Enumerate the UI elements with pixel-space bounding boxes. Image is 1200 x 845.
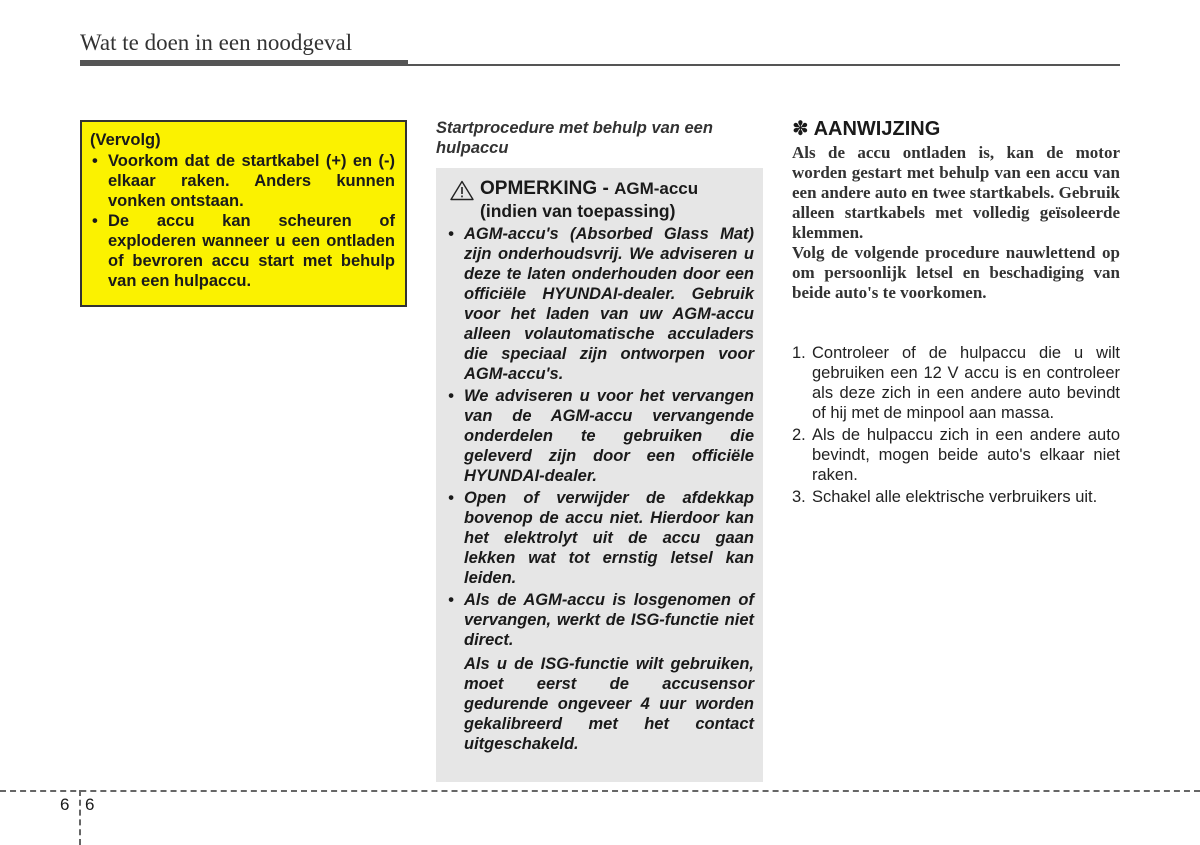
note-subtitle: (indien van toepassing) (480, 201, 676, 221)
step-item (792, 425, 1120, 485)
step-item (792, 487, 1120, 507)
warning-triangle-icon (450, 180, 474, 201)
note-title (448, 178, 754, 200)
step-text: Schakel alle elektrische verbruikers uit. (812, 488, 1098, 506)
footer-divider (0, 790, 1200, 792)
warning-box-heading: (Vervolg) (90, 131, 161, 149)
note-item: • We adviseren u voor het vervangen van de AGM-accu vervangende onderdelen te gebruiken die geleverd zijn door een officiële HYUNDAI-dealer. (448, 386, 754, 486)
procedure-heading: Startprocedure met behulp van een hulpaccu (436, 119, 713, 157)
notice-symbol-icon: ✽ (792, 118, 809, 140)
note-item: • Als de AGM-accu is losgenomen of vervangen, werkt de ISG-functie niet direct. (448, 590, 754, 650)
notice-title (792, 117, 940, 141)
note-continuation: Als u de ISG-functie wilt gebruiken, moet eerst de accusensor gedurende ongeveer 4 uur worden gekalibreerd met het contact uitgeschakeld. (464, 655, 754, 753)
step-number: 2. (792, 426, 806, 444)
note-title-main: OPMERKING - (480, 178, 609, 199)
warning-item: • De accu kan scheuren of exploderen wanneer u een ontladen of bevroren accu start met behulp van een hulpaccu. (90, 211, 395, 291)
step-number: 3. (792, 488, 806, 506)
step-text: Als de hulpaccu zich in een andere auto bevindt, mogen beide auto's elkaar niet raken. (812, 426, 1120, 484)
step-item (792, 343, 1120, 423)
warning-item: • Voorkom dat de startkabel (+) en (-) elkaar raken. Anders kunnen vonken ontstaan. (90, 151, 395, 211)
note-item: • AGM-accu's (Absorbed Glass Mat) zijn onderhoudsvrij. We adviseren u deze te laten onderhouden door een officiële HYUNDAI-dealer. Gebruik voor het laden van uw AGM-accu alleen volautomatische acculaders die speciaal zijn ontworpen voor AGM-accu's. (448, 224, 754, 384)
note-box (436, 168, 763, 782)
header-rule-thin (80, 64, 1120, 66)
note-list (448, 224, 754, 650)
notice-title-text: AANWIJZING (813, 118, 941, 140)
warning-list (90, 151, 395, 291)
page-number: 6 (85, 795, 95, 814)
step-text: Controleer of de hulpaccu die u wilt gebruiken een 12 V accu is en controleer als deze zich in een andere auto bevindt of hij met de minpool aan massa. (812, 344, 1120, 422)
note-title-topic: AGM-accu (614, 179, 699, 198)
footer-vertical-divider (79, 790, 81, 845)
notice-body (792, 143, 1120, 303)
warning-box (80, 120, 407, 307)
notice-paragraph: Volg de volgende procedure nauwlettend op om persoonlijk letsel en beschadiging van beide auto's te voorkomen. (792, 243, 1120, 302)
chapter-number: 6 (60, 795, 70, 814)
step-number: 1. (792, 344, 806, 362)
procedure-steps (792, 343, 1120, 509)
note-item: • Open of verwijder de afdekkap bovenop de accu niet. Hierdoor kan het elektrolyt uit de accu gaan lekken wat tot ernstig letsel kan leiden. (448, 488, 754, 588)
notice-paragraph: Als de accu ontladen is, kan de motor worden gestart met behulp van een accu van een andere auto en twee startkabels. Gebruik alleen startkabels met volledig geïsoleerde klemmen. (792, 143, 1120, 242)
page-header-title: Wat te doen in een noodgeval (80, 30, 353, 55)
